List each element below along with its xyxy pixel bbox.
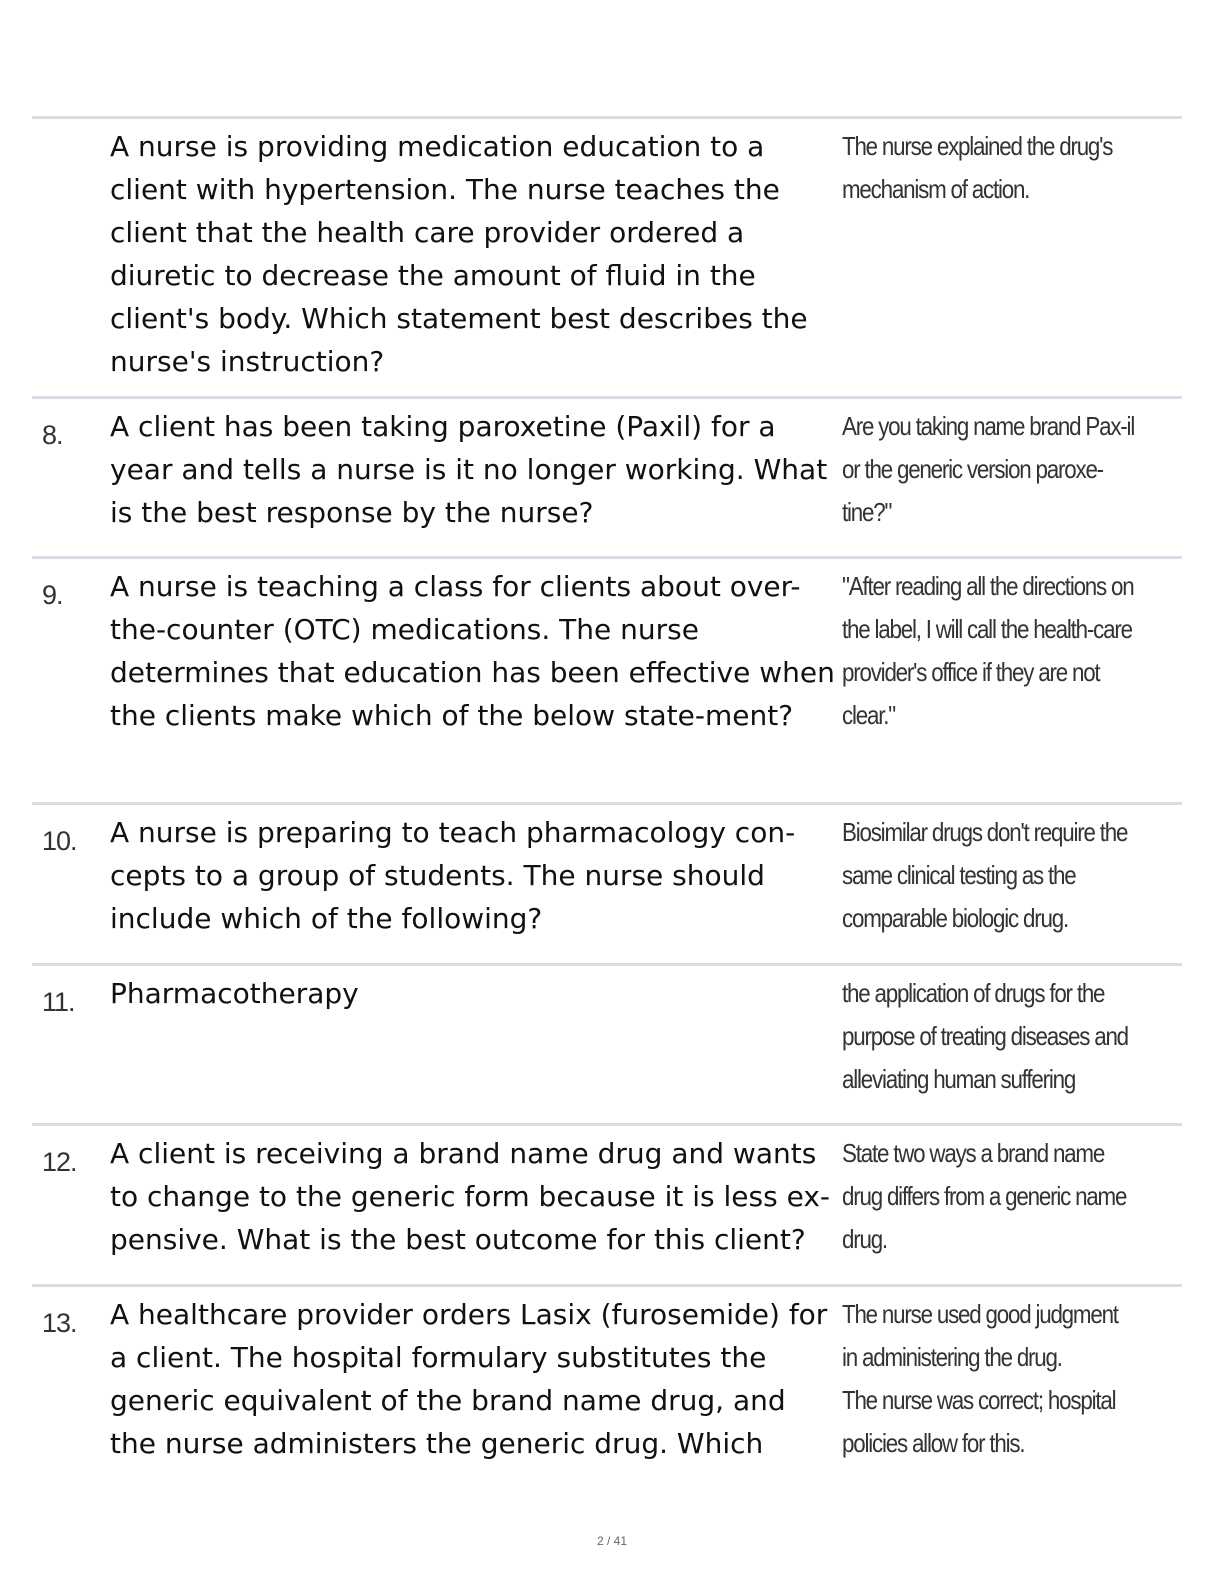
flashcard-row (32, 1123, 1182, 1284)
card-definition (842, 1132, 1134, 1261)
card-definition (842, 1293, 1134, 1465)
card-term: A client has been taking paroxetine (Paxil) for a year and tells a nurse is it no longer working. What is the best response by the nurse? (110, 410, 828, 529)
definition-line: State two ways a brand name drug differs from a generic name drug. (842, 1138, 1127, 1254)
definition-line: The nurse used good judgment in administering the drug. (842, 1299, 1118, 1372)
card-term: A healthcare provider orders Lasix (furosemide) for a client. The hospital formulary substitutes the generic equivalent of the brand name drug, and the nurse administers the generic drug. Which (110, 1298, 828, 1460)
card-term: Pharmacotherapy (110, 977, 359, 1010)
flashcard-row (32, 1284, 1182, 1474)
definition-line: Are you taking name brand Pax-il or the generic version paroxe-tine?" (842, 411, 1135, 527)
card-term: A nurse is preparing to teach pharmacology con-cepts to a group of students. The nurse should include which of the following? (110, 816, 796, 935)
card-number: 12. (42, 1147, 77, 1177)
card-number: 9. (42, 580, 63, 610)
definition-line: "After reading all the directions on the label, I will call the health-care provider's office if they are not clear." (842, 571, 1134, 730)
definition-line: The nurse explained the drug's mechanism of action. (842, 131, 1113, 204)
definition-line: The nurse was correct; hospital policies allow for this. (842, 1385, 1116, 1458)
card-number: 11. (42, 987, 75, 1017)
card-definition (842, 125, 1134, 211)
flashcard-row (32, 963, 1182, 1123)
flashcard-row (32, 116, 1182, 396)
card-definition (842, 811, 1134, 940)
card-number: 8. (42, 420, 63, 450)
definition-line: Biosimilar drugs don't require the same clinical testing as the comparable biologic drug. (842, 817, 1128, 933)
flashcard-row (32, 396, 1182, 556)
flashcard-row (32, 556, 1182, 802)
card-number: 10. (42, 826, 77, 856)
card-term: A nurse is providing medication education to a client with hypertension. The nurse teaches the client that the health care provider ordered a diuretic to decrease the amount of fluid in the client's body. Which statement best describes the nurse's instruction? (110, 130, 808, 378)
card-definition (842, 405, 1134, 534)
card-definition (842, 565, 1134, 737)
card-number: 13. (42, 1308, 77, 1338)
card-term: A nurse is teaching a class for clients about over-the-counter (OTC) medications. The nurse determines that education has been effective when the clients make which of the below state-ment? (110, 570, 835, 732)
definition-line: the application of drugs for the purpose of treating diseases and alleviating human suffering (842, 978, 1128, 1094)
flashcard-list (32, 116, 1182, 1474)
page-number: 2 / 41 (596, 1534, 628, 1548)
flashcard-row (32, 802, 1182, 963)
card-term: A client is receiving a brand name drug and wants to change to the generic form because it is less ex-pensive. What is the best outcome for this client? (110, 1137, 830, 1256)
card-definition (842, 972, 1134, 1101)
